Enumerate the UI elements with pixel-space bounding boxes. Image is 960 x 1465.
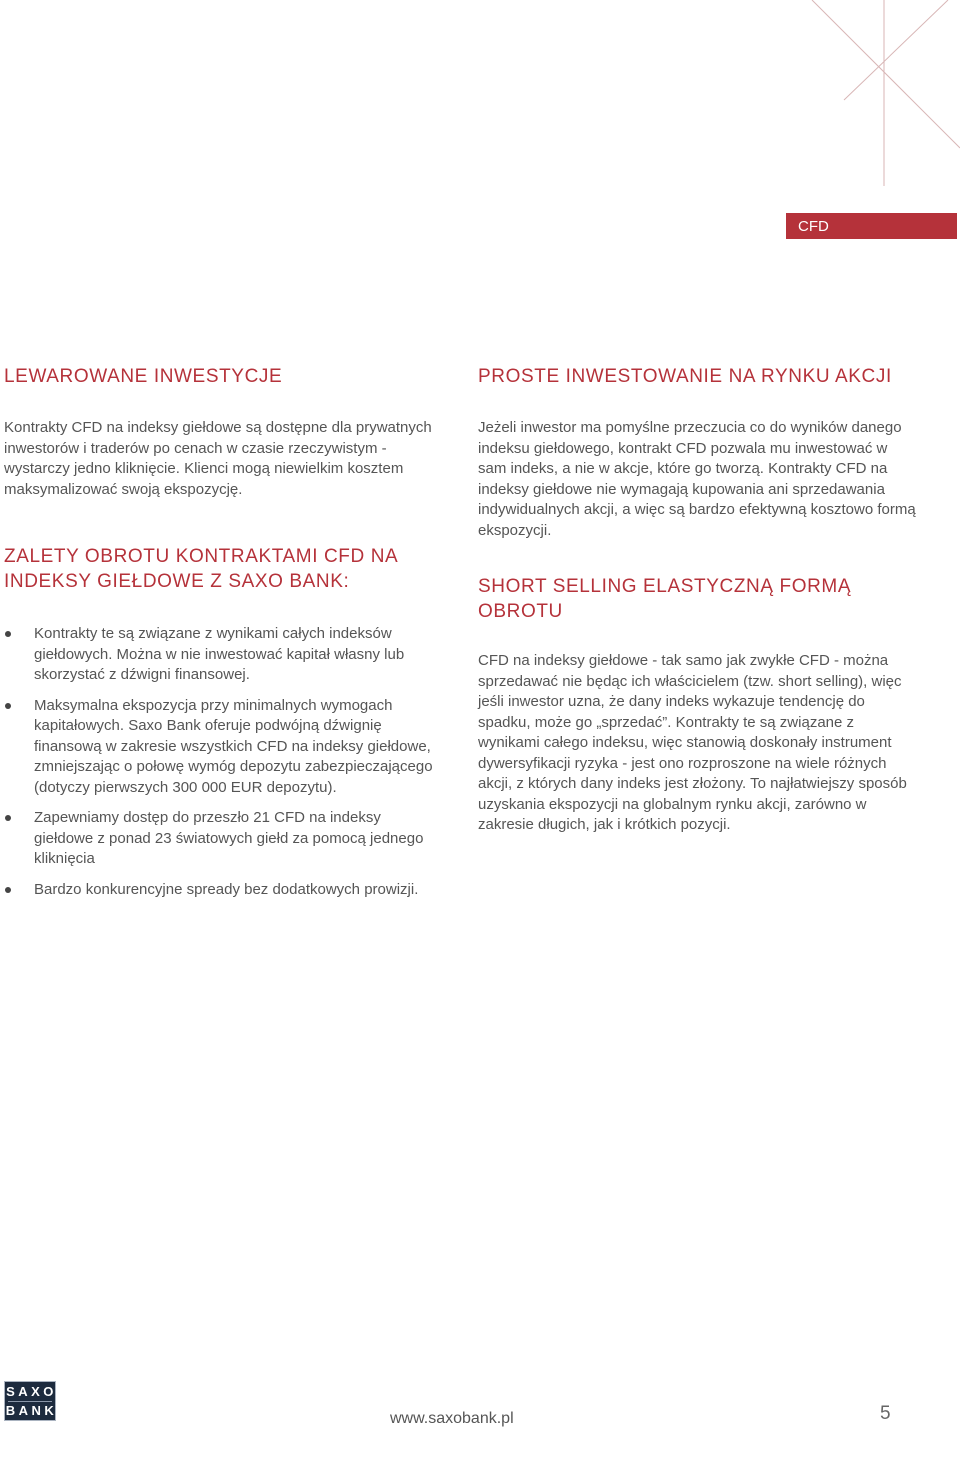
website-link[interactable]: www.saxobank.pl	[390, 1410, 514, 1427]
bullet-icon	[5, 631, 11, 637]
list-item: Zapewniamy dostęp do przeszło 21 CFD na indeksy giełdowe z ponad 23 światowych giełd za pomocą jednego kliknięcia	[4, 808, 444, 870]
logo-text-bottom: BANK	[5, 1402, 58, 1418]
bullet-icon	[5, 703, 11, 709]
heading-simple-investing: PROSTE INWESTOWANIE NA RYNKU AKCJI	[478, 366, 892, 387]
list-item: Kontrakty te są związane z wynikami całych indeksów giełdowych. Można w nie inwestować kapitał własny lub skorzystać z dźwigni finansowej.	[4, 624, 444, 686]
short-selling-paragraph: CFD na indeksy giełdowe - tak samo jak zwykłe CFD - można sprzedawać nie będąc ich właścicielem (tzw. short selling), więc jeśli inwestor uzna, że dany indeks wykazuje tendencję do spadku, może go „sprzedać”. Kontrakty te są związane z wynikami całego indeksu, więc stanowią doskonały instrument dywersyfikacji ryzyka - jest ono rozproszone na wiele różnych akcji, z których dany indeks jest złożony. To najłatwiejszy sposób uzyskania ekspozycji na globalnym rynku akcji, zarówno w zakresie długich, jak i krótkich pozycji.	[478, 652, 907, 833]
heading-leveraged-investments: LEWAROWANE INWESTYCJE	[4, 366, 283, 387]
intro-paragraph: Kontrakty CFD na indeksy giełdowe są dostępne dla prywatnych inwestorów i traderów po cenach w czasie rzeczywistym - wystarczy jedno kliknięcie. Klienci mogą niewielkim kosztem maksymalizować swoją ekspozycję.	[4, 419, 432, 498]
logo-text-top: SAXO	[6, 1383, 57, 1399]
page-number: 5	[880, 1403, 891, 1424]
saxo-bank-logo	[4, 1381, 56, 1421]
section-tab	[786, 213, 957, 239]
advantages-list	[4, 624, 444, 900]
heading-short-selling: SHORT SELLING ELASTYCZNĄ FORMĄ OBROTU	[478, 576, 852, 622]
section-tab-label: CFD	[798, 218, 829, 235]
list-item: Maksymalna ekspozycja przy minimalnych wymogach kapitałowych. Saxo Bank oferuje podwójną dźwignię finansową w zakresie wszystkich CFD na indeksy giełdowe, zmniejszając o połowę wymóg depozytu zabezpieczającego (dotyczy pierwszych 300 000 EUR depozytu).	[4, 696, 444, 799]
bullet-icon	[5, 815, 11, 821]
logo-divider	[8, 1401, 52, 1402]
bullet-icon	[5, 887, 11, 893]
left-column	[4, 364, 444, 900]
list-item: Bardzo konkurencyjne spready bez dodatkowych prowizji.	[4, 880, 444, 901]
simple-investing-paragraph: Jeżeli inwestor ma pomyślne przeczucia co do wyników danego indeksu giełdowego, kontrakt CFD pozwala mu inwestować w sam indeks, a nie w akcje, które go tworzą. Kontrakty CFD na indeksy giełdowe nie wymagają kupowania ani sprzedawania indywidualnych akcji, a więc są bardzo efektywną kosztowo formą ekspozycji.	[478, 419, 916, 539]
heading-advantages: ZALETY OBROTU KONTRAKTAMI CFD NA INDEKSY GIEŁDOWE Z SAXO BANK:	[4, 546, 398, 592]
right-column	[478, 364, 918, 836]
